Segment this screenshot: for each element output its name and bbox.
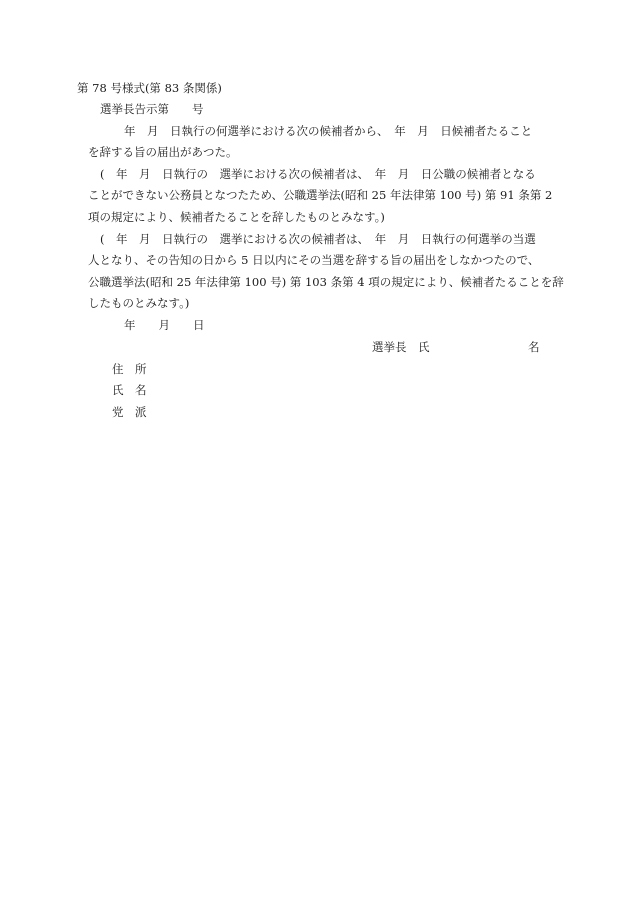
signature-name-suffix: 名: [528, 340, 540, 354]
signature-title: 選挙長 氏: [372, 340, 430, 354]
paragraph3-line3: 公職選挙法(昭和 25 年法律第 100 号) 第 103 条第 4 項の規定により、候補者たることを辞: [88, 275, 564, 289]
paragraph1-line1: 年 月 日執行の何選挙における次の候補者から、 年 月 日候補者たること: [124, 124, 533, 138]
field-address: 住 所: [112, 362, 147, 376]
paragraph3-line2: 人となり、その告知の日から 5 日以内にその当選を辞する旨の届出をしなかつたので、: [88, 253, 540, 267]
paragraph2-line2: ことができない公務員となつたため、公職選挙法(昭和 25 年法律第 100 号) 第 91 条第 2: [88, 188, 553, 202]
field-party: 党 派: [112, 405, 147, 419]
paragraph3-line1: ( 年 月 日執行の 選挙における次の候補者は、 年 月 日執行の何選挙の当選: [100, 232, 536, 246]
paragraph2-line3: 項の規定により、候補者たることを辞したものとみなす。): [88, 210, 385, 224]
paragraph2-line1: ( 年 月 日執行の 選挙における次の候補者は、 年 月 日公職の候補者となる: [100, 167, 536, 181]
paragraph3-line4: したものとみなす。): [88, 296, 190, 310]
form-title: 第 78 号様式(第 83 条関係): [77, 81, 222, 95]
notice-number: 選挙長告示第 号: [100, 102, 204, 116]
date-line: 年 月 日: [124, 318, 205, 332]
paragraph1-line2: を辞する旨の届出があつた。: [88, 145, 238, 159]
field-name: 氏 名: [112, 383, 147, 397]
